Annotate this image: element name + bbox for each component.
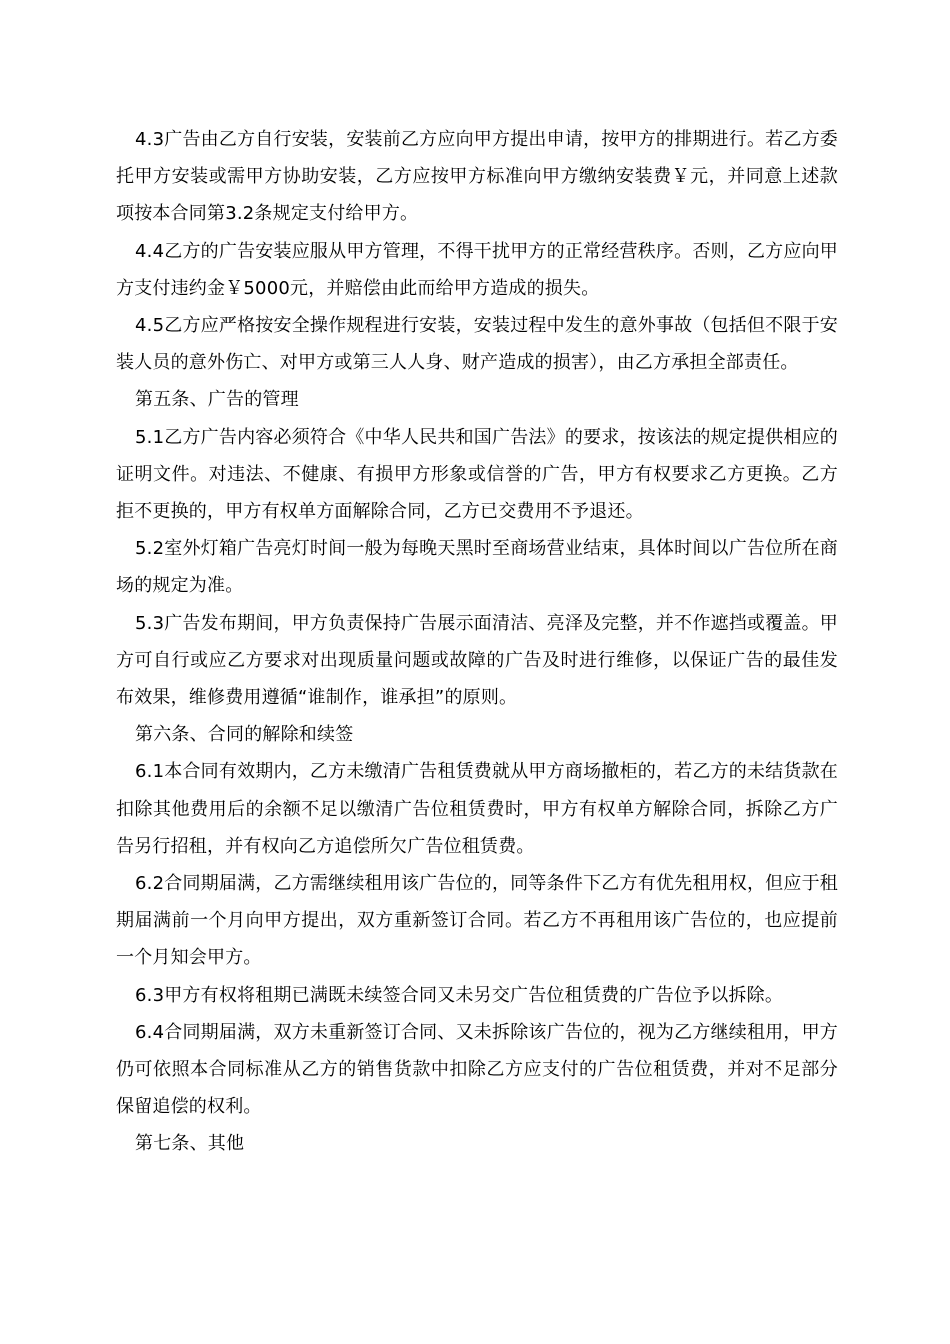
paragraph-6-2: 6.2合同期届满，乙方需继续租用该广告位的，同等条件下乙方有优先租用权，但应于租期届满前一个月向甲方提出，双方重新签订合同。若乙方不再租用该广告位的，也应提前一个月知会甲方。 bbox=[116, 873, 838, 969]
section-heading-5: 第五条、广告的管理 bbox=[135, 389, 299, 411]
paragraph-4-4: 4.4乙方的广告安装应服从甲方管理，不得干扰甲方的正常经营秩序。否则，乙方应向甲方支付违约金￥5000元，并赔偿由此而给甲方造成的损失。 bbox=[116, 240, 838, 299]
paragraph-5-3: 5.3广告发布期间，甲方负责保持广告展示面清洁、亮泽及完整，并不作遮挡或覆盖。甲方可自行或应乙方要求对出现质量问题或故障的广告及时进行维修，以保证广告的最佳发布效果，维修费用遵循“谁制作，谁承担”的原则。 bbox=[116, 612, 838, 709]
paragraph-6-4: 6.4合同期届满，双方未重新签订合同、又未拆除该广告位的，视为乙方继续租用，甲方仍可依照本合同标准从乙方的销售货款中扣除乙方应支付的广告位租赁费，并对不足部分保留追偿的权利。 bbox=[116, 1021, 838, 1118]
paragraph-5-2: 5.2室外灯箱广告亮灯时间一般为每晚天黑时至商场营业结束，具体时间以广告位所在商场的规定为准。 bbox=[116, 538, 838, 597]
paragraph-6-3: 6.3甲方有权将租期已满既未续签合同又未另交广告位租赁费的广告位予以拆除。 bbox=[135, 984, 784, 1006]
paragraph-4-3: 4.3广告由乙方自行安装，安装前乙方应向甲方提出申请，按甲方的排期进行。若乙方委托甲方安装或需甲方协助安装，乙方应按甲方标准向甲方缴纳安装费￥元，并同意上述款项按本合同第3.2条规定支付给甲方。 bbox=[116, 129, 838, 225]
paragraph-4-5: 4.5乙方应严格按安全操作规程进行安装，安装过程中发生的意外事故（包括但不限于安装人员的意外伤亡、对甲方或第三人人身、财产造成的损害），由乙方承担全部责任。 bbox=[116, 315, 838, 374]
document-body bbox=[116, 121, 838, 1163]
section-heading-6: 第六条、合同的解除和续签 bbox=[135, 724, 354, 746]
paragraph-6-1: 6.1本合同有效期内，乙方未缴清广告租赁费就从甲方商场撤柜的，若乙方的未结货款在扣除其他费用后的余额不足以缴清广告位租赁费时，甲方有权单方解除合同，拆除乙方广告另行招租，并有权向乙方追偿所欠广告位租赁费。 bbox=[116, 761, 838, 857]
section-heading-7: 第七条、其他 bbox=[135, 1133, 245, 1155]
paragraph-5-1: 5.1乙方广告内容必须符合《中华人民共和国广告法》的要求，按该法的规定提供相应的证明文件。对违法、不健康、有损甲方形象或信誉的广告，甲方有权要求乙方更换。乙方拒不更换的，甲方有权单方面解除合同，乙方已交费用不予退还。 bbox=[116, 426, 838, 523]
